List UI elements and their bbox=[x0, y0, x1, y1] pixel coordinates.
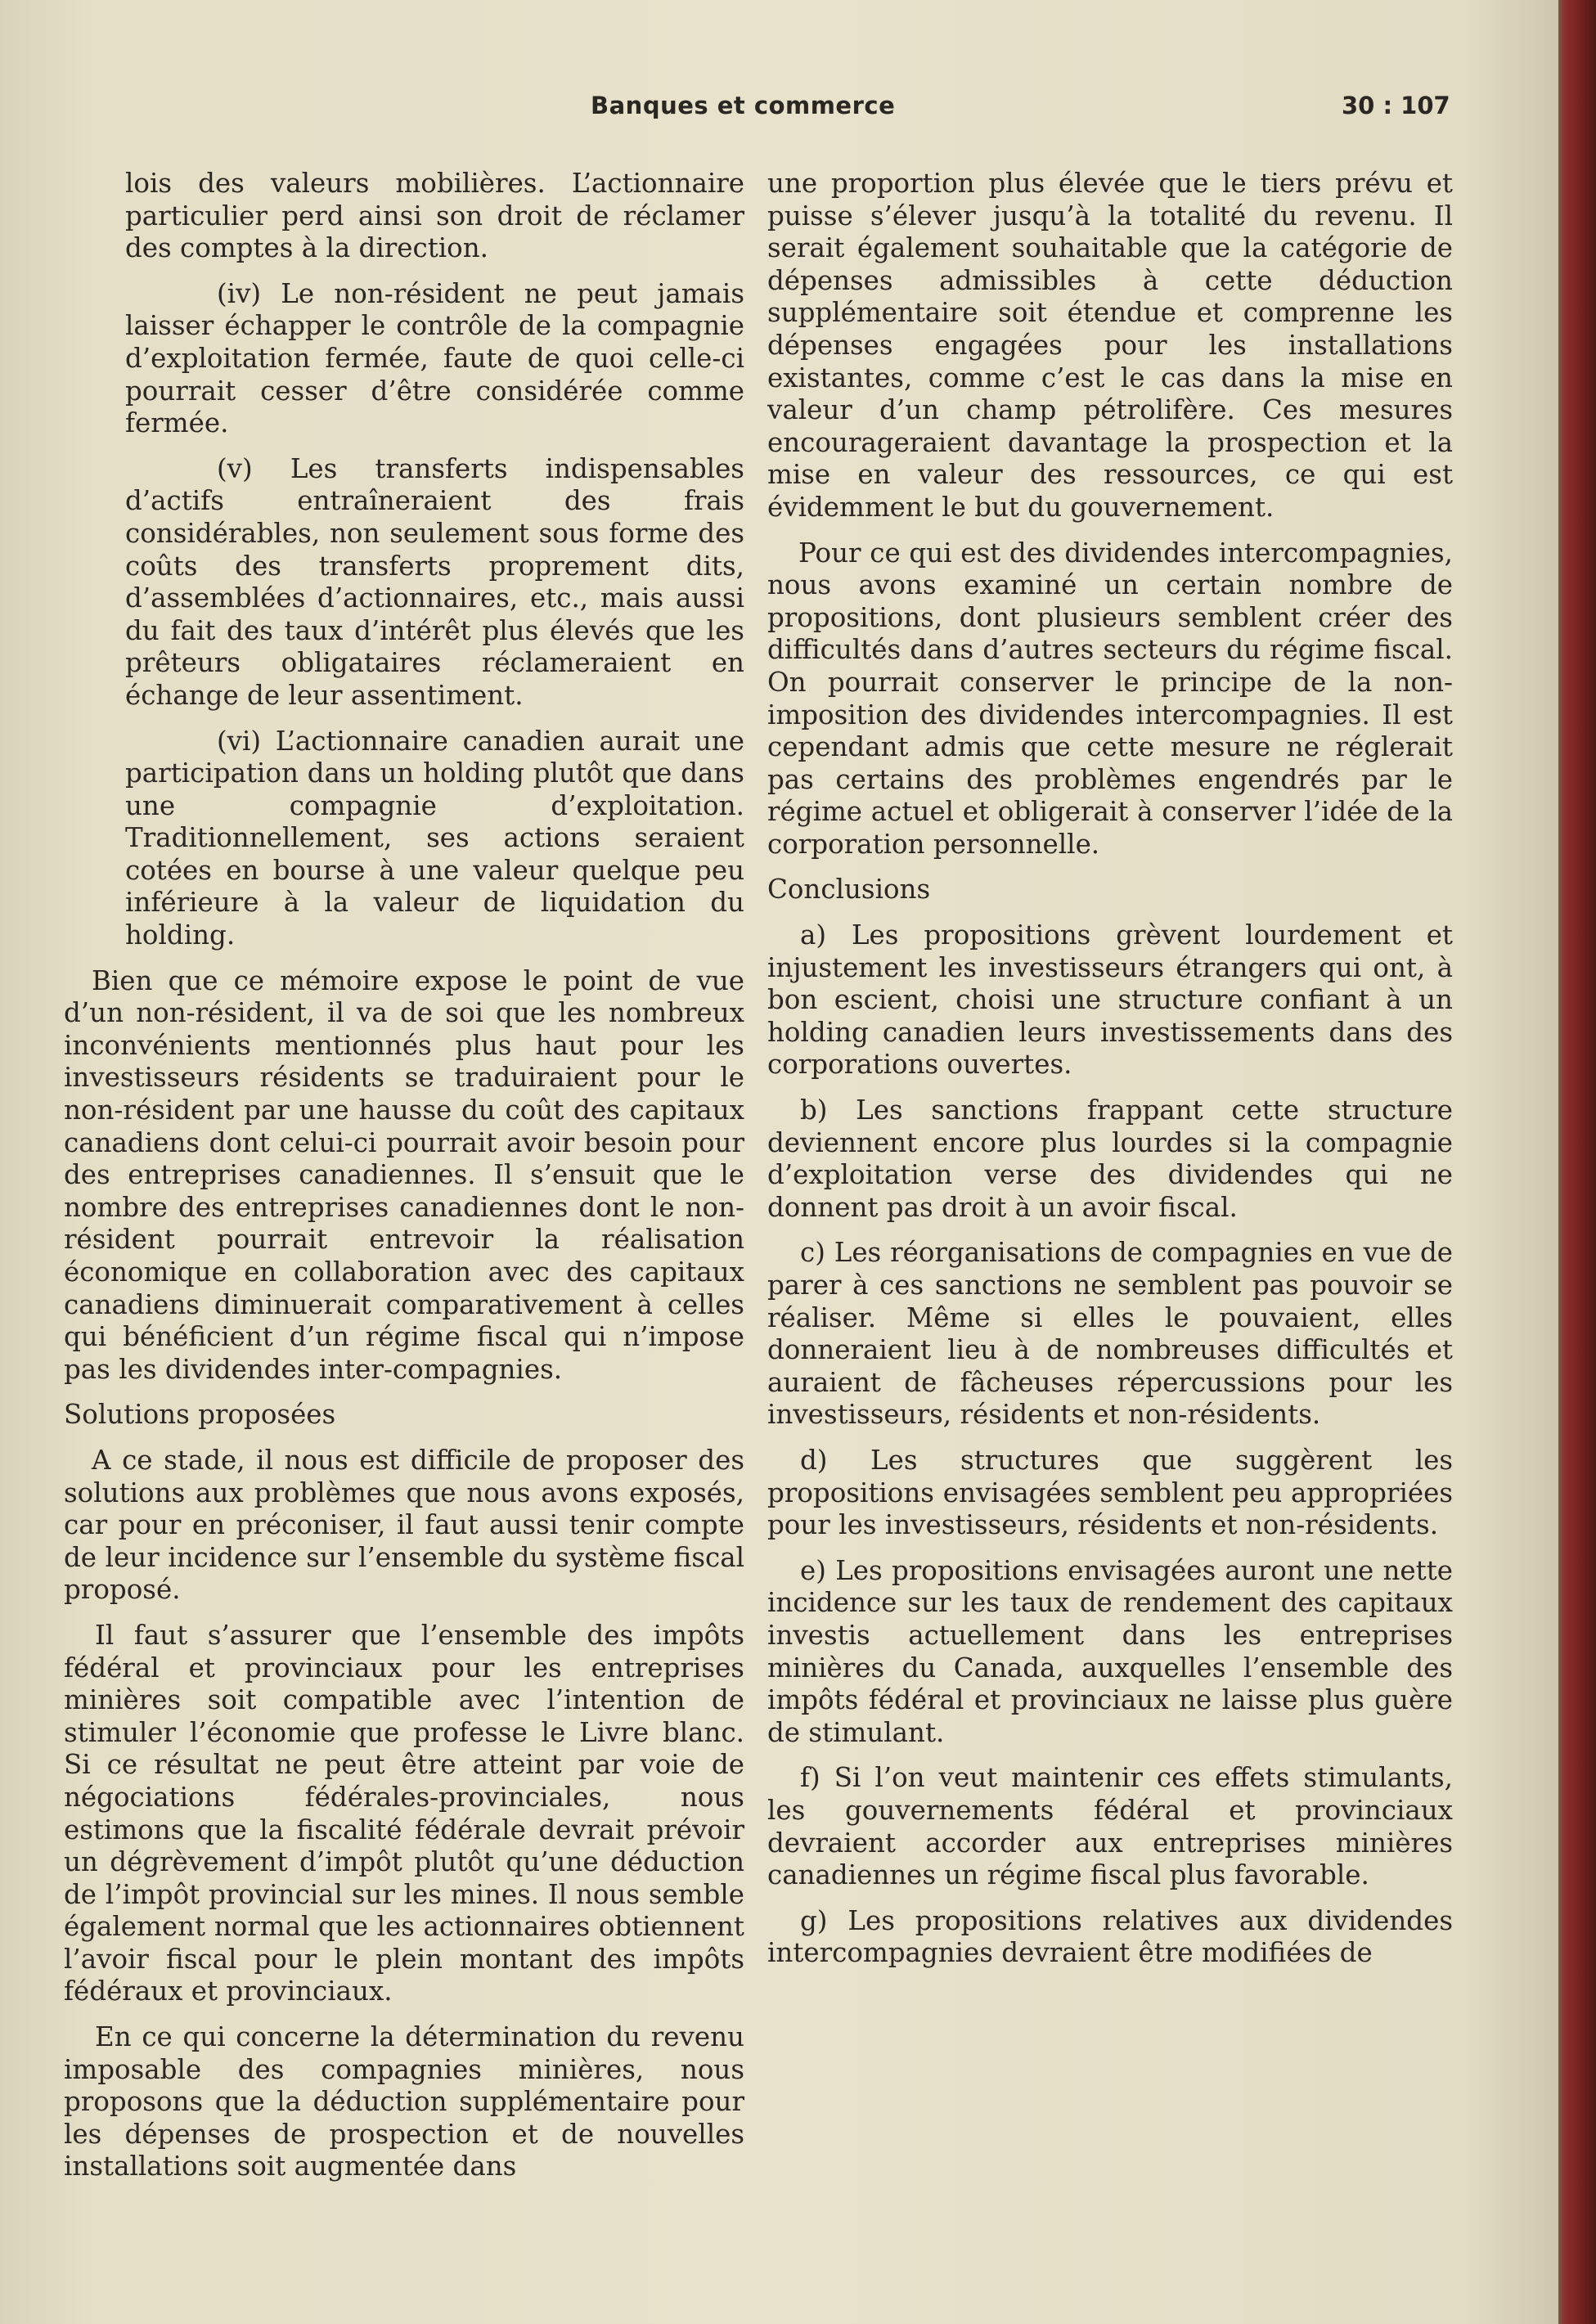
conclusion-item-c: c) Les réorganisations de compagnies en vue de parer à ces sanctions ne semblent pas pouvoir se réaliser. Même si elles le pouvaient, elles donneraient lieu à de nombreuses difficultés et auraient de fâcheuses répercussions pour les investisseurs, résidents et non-résidents. bbox=[767, 1237, 1453, 1431]
conclusion-item-d: d) Les structures que suggèrent les propositions envisagées semblent peu appropriées pour les investisseurs, résidents et non-résidents. bbox=[767, 1444, 1453, 1541]
page-header bbox=[0, 92, 1558, 131]
conclusion-item-g: g) Les propositions relatives aux dividendes intercompagnies devraient être modifiées de bbox=[767, 1904, 1453, 1969]
paragraph: Bien que ce mémoire expose le point de vue d’un non-résident, il va de soi que les nombreux inconvénients mentionnés plus haut pour les investisseurs résidents se traduiraient pour le non-résident par une hausse du coût des capitaux canadiens dont celui-ci pourrait avoir besoin pour des entreprises canadiennes. Il s’ensuit que le nombre des entreprises canadiennes dont le non-résident pourrait entrevoir la réalisation économique en collaboration avec des capitaux canadiens diminuerait comparativement à celles qui bénéficient d’un régime fiscal qui n’impose pas les dividendes inter-compagnies. bbox=[64, 964, 744, 1385]
paragraph: une proportion plus élevée que le tiers prévu et puisse s’élever jusqu’à la totalité du revenu. Il serait également souhaitable que la catégorie de dépenses admissibles à cette déduction supplémentaire soit étendue et comprenne les dépenses engagées pour les installations existantes, comme c’est le cas dans la mise en valeur d’un champ pétrolifère. Ces mesures encourageraient davantage la prospection et la mise en valeur des ressources, ce qui est évidemment le but du gouvernement. bbox=[767, 168, 1453, 523]
paragraph: Il faut s’assurer que l’ensemble des impôts fédéral et provinciaux pour les entreprises minières soit compatible avec l’intention de stimuler l’économie que professe le Livre blanc. Si ce résultat ne peut être atteint par voie de négociations fédérales-provinciales, nous estimons que la fiscalité fédérale devrait prévoir un dégrèvement d’impôt plutôt qu’une déduction de l’impôt provincial sur les mines. Il nous semble également normal que les actionnaires obtiennent l’avoir fiscal pour le plein montant des impôts fédéraux et provinciaux. bbox=[64, 1619, 744, 2007]
list-item-vi: (vi) L’actionnaire canadien aurait une participation dans un holding plutôt que dans une compagnie d’exploitation. Traditionnellement, ses actions seraient cotées en bourse à une valeur quelque peu inférieure à la valeur de liquidation du holding. bbox=[125, 725, 744, 951]
section-heading-conclusions: Conclusions bbox=[767, 874, 931, 906]
paragraph: A ce stade, il nous est difficile de proposer des solutions aux problèmes que nous avons exposés, car pour en préconiser, il faut aussi tenir compte de leur incidence sur l’ensemble du système fiscal proposé. bbox=[64, 1444, 744, 1606]
conclusion-item-e: e) Les propositions envisagées auront une nette incidence sur les taux de rendement des capitaux investis actuellement dans les entreprises minières du Canada, auxquelles l’ensemble des impôts fédéral et provinciaux ne laisse plus guère de stimulant. bbox=[767, 1554, 1453, 1748]
section-heading-solutions: Solutions proposées bbox=[64, 1399, 336, 1431]
conclusion-item-a: a) Les propositions grèvent lourdement et injustement les investisseurs étrangers qui ont, à bon escient, choisi une structure confiant à un holding canadien leurs investissements dans des corporations ouvertes. bbox=[767, 919, 1453, 1081]
conclusion-item-b: b) Les sanctions frappant cette structure deviennent encore plus lourdes si la compagnie d’exploitation verse des dividendes qui ne donnent pas droit à un avoir fiscal. bbox=[767, 1095, 1453, 1223]
book-spine-edge bbox=[1558, 0, 1596, 2324]
conclusion-item-f: f) Si l’on veut maintenir ces effets stimulants, les gouvernements fédéral et provinciaux devraient accorder aux entreprises minières canadiennes un régime fiscal plus favorable. bbox=[767, 1762, 1453, 1891]
page-number: 30 : 107 bbox=[1342, 92, 1450, 119]
paragraph: lois des valeurs mobilières. L’actionnaire particulier perd ainsi son droit de réclamer des comptes à la direction. bbox=[125, 168, 744, 264]
paragraph: En ce qui concerne la détermination du revenu imposable des compagnies minières, nous proposons que la déduction supplémentaire pour les dépenses de prospection et de nouvelles installations soit augmentée dans bbox=[64, 2021, 744, 2182]
paragraph: Pour ce qui est des dividendes intercompagnies, nous avons examiné un certain nombre de propositions, dont plusieurs semblent créer des difficultés dans d’autres secteurs du régime fiscal. On pourrait conserver le principe de la non-imposition des dividendes intercompagnies. Il est cependant admis que cette mesure ne réglerait pas certains des problèmes engendrés par le régime actuel et obligerait à conserver l’idée de la corporation personnelle. bbox=[767, 537, 1453, 860]
left-column bbox=[64, 168, 744, 2196]
running-title: Banques et commerce bbox=[591, 92, 896, 119]
list-item-v: (v) Les transferts indispensables d’actifs entraîneraient des frais considérables, non seulement sous forme des coûts des transferts proprement dits, d’assemblées d’actionnaires, etc., mais aussi du fait des taux d’intérêt plus élevés que les prêteurs obligataires réclameraient en échange de leur assentiment. bbox=[125, 452, 744, 711]
right-column bbox=[767, 168, 1453, 1983]
list-item-iv: (iv) Le non-résident ne peut jamais laisser échapper le contrôle de la compagnie d’exploitation fermée, faute de quoi celle-ci pourrait cesser d’être considérée comme fermée. bbox=[125, 277, 744, 439]
